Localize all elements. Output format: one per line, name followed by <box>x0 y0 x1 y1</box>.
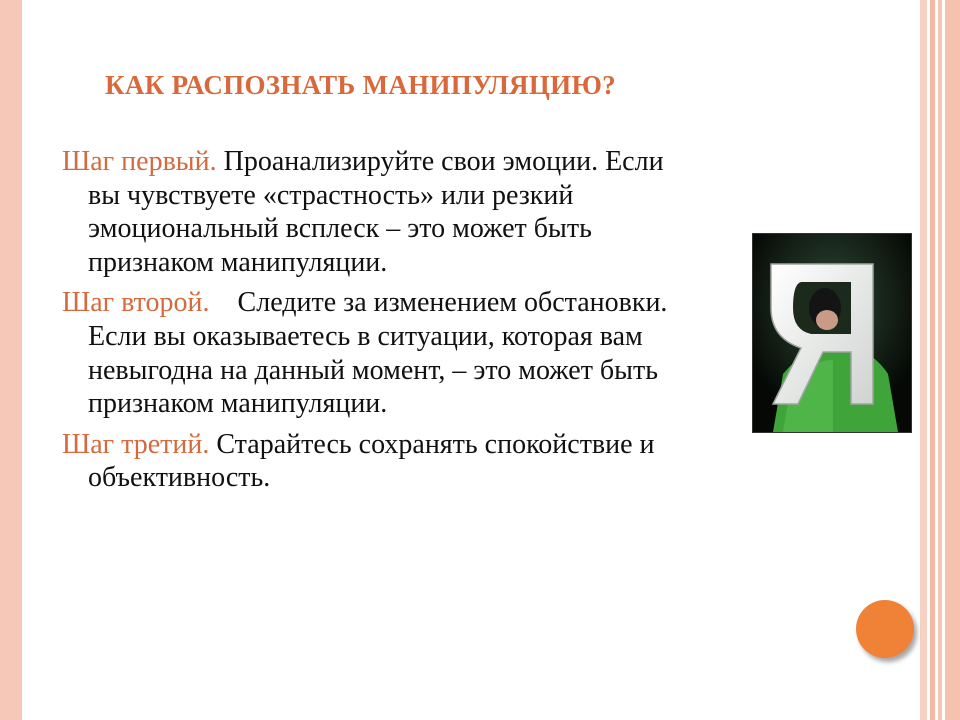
left-border <box>0 0 22 720</box>
step-paragraph-3 <box>62 428 702 495</box>
orange-circle-decoration <box>856 600 914 658</box>
step-text: Старайтесь сохранять спокойствие и объективность. <box>88 428 662 494</box>
step-label: Шаг первый. <box>62 146 217 177</box>
right-stripe-decoration <box>920 0 960 720</box>
person-holding-letter-image <box>753 234 911 432</box>
illustration-photo <box>752 233 912 433</box>
step-label: Шаг третий. <box>62 428 210 460</box>
slide-content <box>62 145 702 502</box>
step-paragraph-1 <box>62 145 702 279</box>
step-paragraph-2 <box>62 286 702 420</box>
step-text: Следите за изменением обстановки. Если вы оказываетесь в ситуации, которая вам невыгодна на данный момент, – это может быть признаком манипуляции. <box>88 287 675 420</box>
slide-title: КАК РАСПОЗНАТЬ МАНИПУЛЯЦИЮ? <box>105 70 616 100</box>
step-label: Шаг второй. <box>62 287 210 319</box>
step-text: Проанализируйте свои эмоции. Если вы чувствуете «страстность» или резкий эмоциональный всплеск – это может быть признаком манипуляции. <box>88 146 678 278</box>
